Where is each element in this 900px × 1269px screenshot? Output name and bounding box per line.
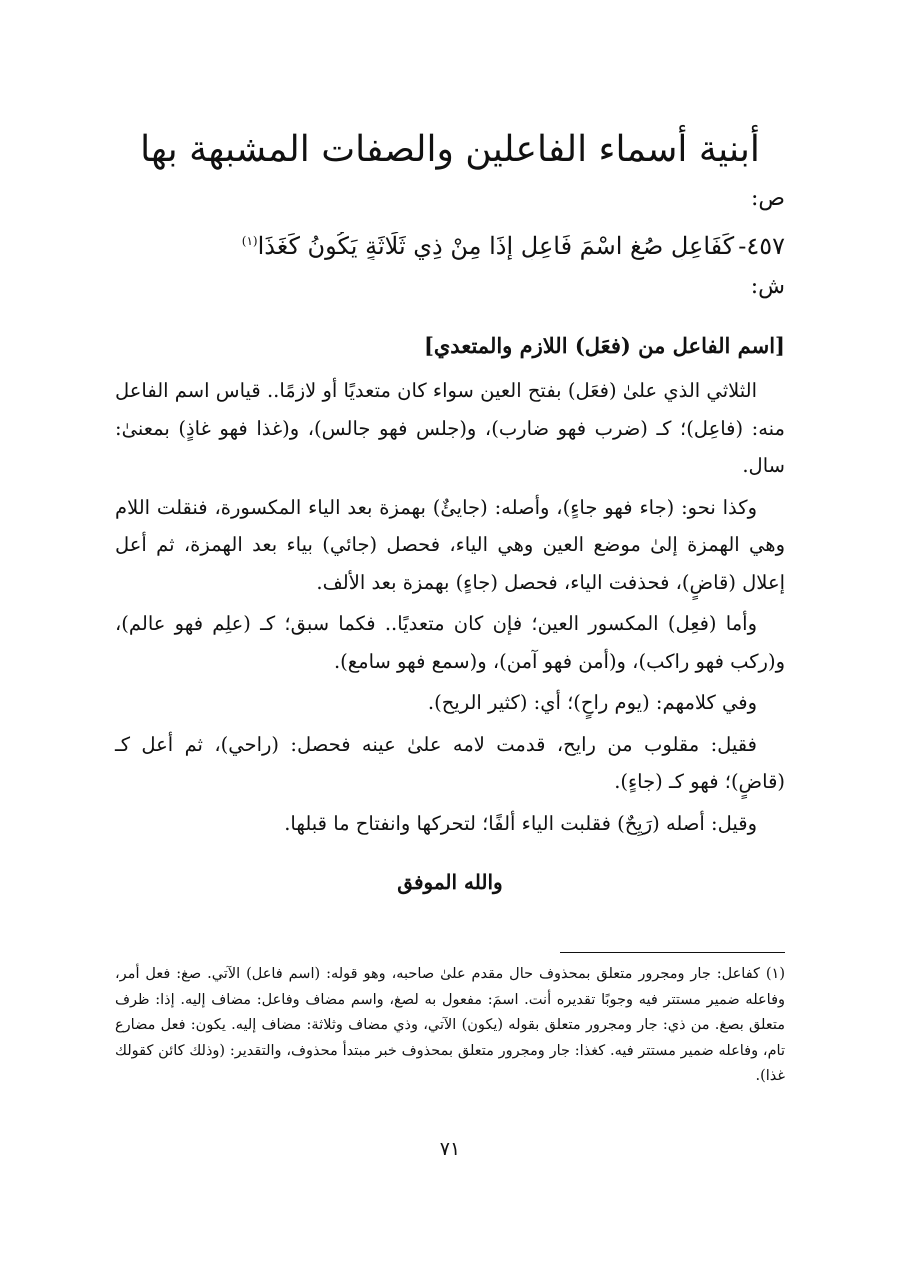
section-heading: [اسم الفاعل من (فعَل) اللازم والمتعدي] <box>423 333 785 358</box>
chapter-title: أبنية أسماء الفاعلين والصفات المشبهة بها <box>140 129 760 170</box>
paragraph: وفي كلامهم: (يوم راحٍ)؛ أي: (كثير الريح). <box>427 691 757 714</box>
verse-number: ٤٥٧- <box>738 232 785 260</box>
commentary-body <box>115 372 785 846</box>
footnote-divider <box>560 952 785 953</box>
footnote: (١) كفاعل: جار ومجرور متعلق بمحذوف حال مقدم علىٰ صاحبه، وهو قوله: (اسم فاعل) الآتي. صغ: فعل أمر، وفاعله ضمير مستتر فيه وجوبًا تقديره أنت. اسمَ: مفعول به لصغ، واسم مضاف وفاعل: مضاف إليه. إذا: ظرف متعلق بصغ. من ذي: جار ومجرور متعلق بقوله (يكون) الآتي، وذي مضاف وثلاثة: مضاف إليه. يكون: فعل مضارع تام، وفاعله ضمير مستتر فيه. كغذا: جار ومجرور متعلق بمحذوف خبر مبتدأ محذوف، والتقدير: (وذلك كائن كقولك غذا). <box>115 966 785 1084</box>
paragraph: الثلاثي الذي علىٰ (فعَل) بفتح العين سواء كان متعديًا أو لازمًا.. قياس اسم الفاعل منه: (فاعِل)؛ كـ (ضرب فهو ضارب)، و(جلس فهو جالس)، و(غذا فهو غاذٍ) بمعنىٰ: سال. <box>115 379 785 477</box>
text-marker: ص: <box>750 186 785 211</box>
verse-line <box>115 232 785 260</box>
footnote-reference[interactable]: (١) <box>241 234 258 248</box>
paragraph: وأما (فعِل) المكسور العين؛ فإن كان متعديًا.. فكما سبق؛ كـ (علِم فهو عالم)، و(ركب فهو راكب)، و(أمن فهو آمن)، و(سمع فهو سامع). <box>115 612 785 673</box>
paragraph: فقيل: مقلوب من رايح، قدمت لامه علىٰ عينه فحصل: (راحي)، ثم أعل كـ (قاضٍ)؛ فهو كـ (جاءٍ). <box>115 732 785 793</box>
paragraph: وقيل: أصله (رَيِحٌ) فقلبت الياء ألفًا؛ لتحركها وانفتاح ما قبلها. <box>284 811 757 835</box>
closing-phrase: والله الموفق <box>397 870 503 894</box>
verse-text: كَفَاعِلٍ صُغِ اسْمَ فَاعِلٍ إِذَا مِنْ ذِي ثَلَاثَةٍ يَكُونُ كَغَذَا <box>257 232 735 260</box>
paragraph: وكذا نحو: (جاء فهو جاءٍ)، وأصله: (جايئٌ) بهمزة بعد الياء المكسورة، فنقلت اللام وهي الهمزة إلىٰ موضع العين وهي الياء، فحصل (جائي) بياء بعد الهمزة، ثم أعل إعلال (قاضٍ)، فحذفت الياء، فحصل (جاءٍ) بهمزة بعد الألف. <box>115 495 785 594</box>
commentary-marker: ش: <box>750 274 785 299</box>
page-number: ٧١ <box>439 1138 461 1160</box>
